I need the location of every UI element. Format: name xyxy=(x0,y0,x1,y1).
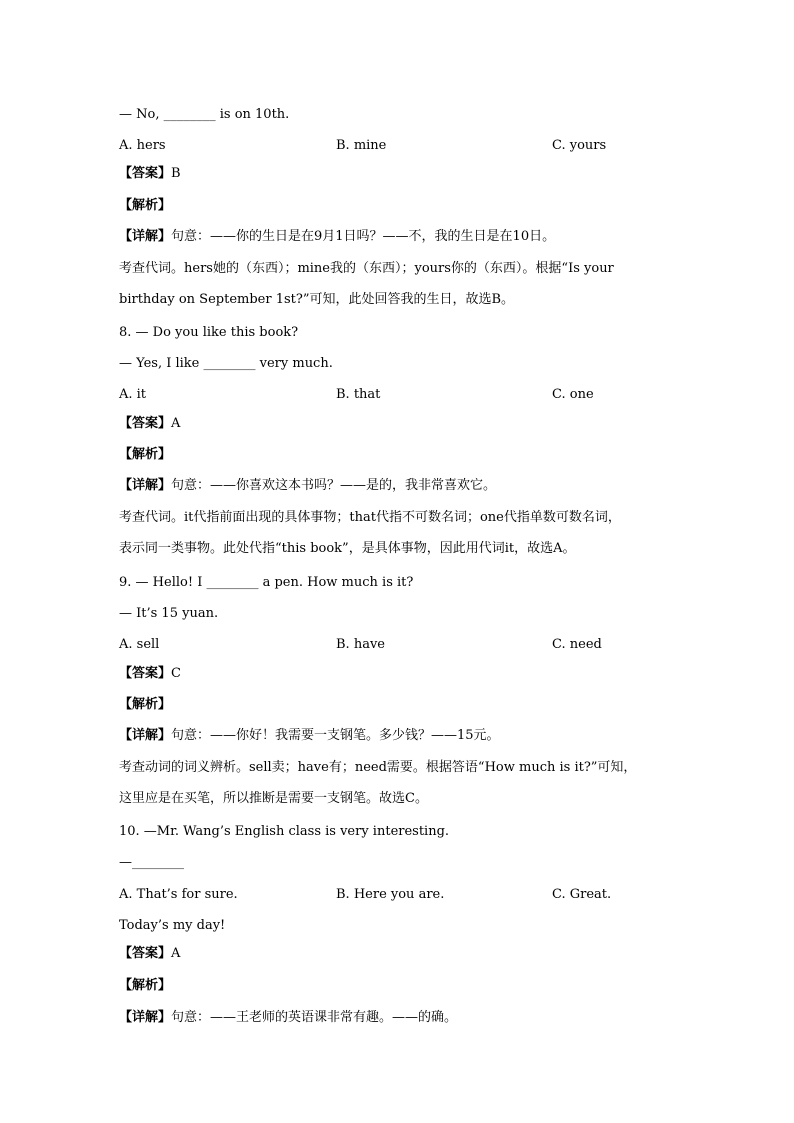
answer-value: A xyxy=(171,416,181,431)
q7-explain-1: 考查代词。hers她的（东西）；mine我的（东西）；yours你的（东西）。根据“Is your xyxy=(119,261,614,276)
detail-text: 句意：——你喜欢这本书吗？——是的，我非常喜欢它。 xyxy=(171,478,497,493)
q8-explain-2: 表示同一类事物。此处代指“this book”，是具体事物，因此用代词it，故选A。 xyxy=(119,541,576,556)
q9-explain-2: 这里应是在买笔，所以推断是需要一支钢笔。故选C。 xyxy=(119,791,428,806)
q10-option-b: B. Here you are. xyxy=(336,887,445,902)
detail-text: 句意：——王老师的英语课非常有趣。——的确。 xyxy=(171,1010,458,1025)
q10-option-c: C. Great. xyxy=(552,887,612,902)
answer-value: B xyxy=(171,166,181,181)
q10-answer-line: —________ xyxy=(119,855,184,870)
answer-value: A xyxy=(171,946,181,961)
q8-analysis-label: 【解析】 xyxy=(119,447,172,462)
q9-explain-1: 考查动词的词义辨析。sell卖；have有；need需要。根据答语“How much is it?”可知， xyxy=(119,760,637,775)
q9-answer xyxy=(119,666,181,682)
detail-label: 【详解】 xyxy=(119,728,172,743)
q9-option-b: B. have xyxy=(336,637,385,652)
q9-answer-line: — It’s 15 yuan. xyxy=(119,606,219,621)
q7-analysis-label: 【解析】 xyxy=(119,198,172,213)
q9-analysis-label: 【解析】 xyxy=(119,697,172,712)
q10-question: 10. —Mr. Wang’s English class is very interesting. xyxy=(119,824,450,839)
q7-option-a: A. hers xyxy=(119,138,166,153)
q10-answer xyxy=(119,946,180,962)
detail-label: 【详解】 xyxy=(119,1010,172,1025)
q8-question: 8. — Do you like this book? xyxy=(119,325,299,340)
answer-label: 【答案】 xyxy=(119,666,172,681)
q9-question: 9. — Hello! I ________ a pen. How much is it? xyxy=(119,575,414,590)
q10-detail xyxy=(119,1010,457,1026)
detail-label: 【详解】 xyxy=(119,478,172,493)
q7-option-b: B. mine xyxy=(336,138,387,153)
q8-answer-line: — Yes, I like ________ very much. xyxy=(119,356,333,371)
q9-detail xyxy=(119,728,500,744)
q8-detail xyxy=(119,478,496,494)
q8-option-b: B. that xyxy=(336,387,381,402)
q7-detail xyxy=(119,229,555,245)
detail-label: 【详解】 xyxy=(119,229,172,244)
q10-analysis-label: 【解析】 xyxy=(119,978,172,993)
q8-option-a: A. it xyxy=(119,387,147,402)
q10-option-a: A. That’s for sure. xyxy=(119,887,238,902)
q7-answer-line: — No, ________ is on 10th. xyxy=(119,107,290,122)
q7-option-c: C. yours xyxy=(552,138,607,153)
answer-label: 【答案】 xyxy=(119,416,172,431)
q8-option-c: C. one xyxy=(552,387,594,402)
q8-explain-1: 考查代词。it代指前面出现的具体事物；that代指不可数名词；one代指单数可数名词， xyxy=(119,510,621,525)
detail-text: 句意：——你的生日是在9月1日吗？——不，我的生日是在10日。 xyxy=(171,229,556,244)
q8-answer xyxy=(119,416,180,432)
answer-label: 【答案】 xyxy=(119,166,172,181)
q7-explain-2: birthday on September 1st?”可知，此处回答我的生日，故选B。 xyxy=(119,292,515,307)
answer-label: 【答案】 xyxy=(119,946,172,961)
q10-option-c-continued: Today’s my day! xyxy=(119,918,226,933)
detail-text: 句意：——你好！我需要一支钢笔。多少钱？——15元。 xyxy=(171,728,500,743)
answer-value: C xyxy=(171,666,181,681)
q9-option-a: A. sell xyxy=(119,637,160,652)
q7-answer xyxy=(119,166,181,182)
q9-option-c: C. need xyxy=(552,637,602,652)
